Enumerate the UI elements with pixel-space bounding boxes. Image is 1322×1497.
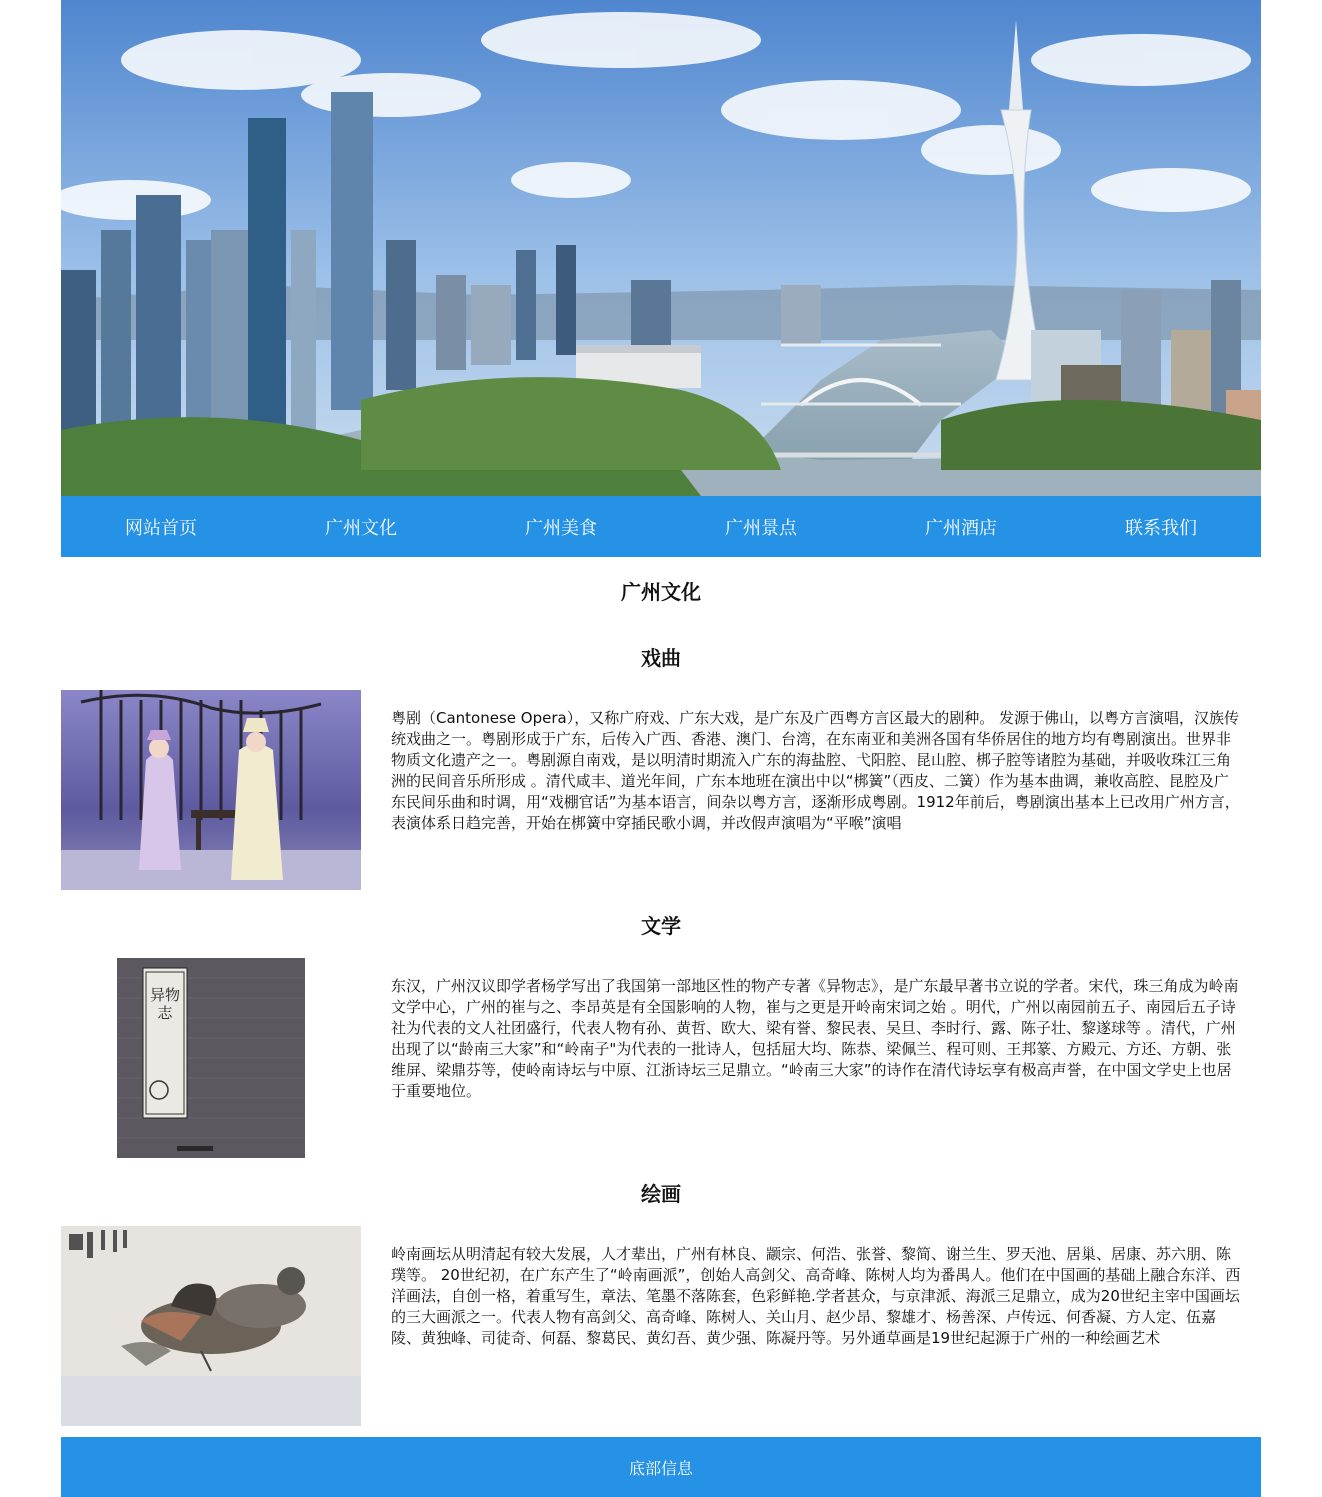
- section-body: [61, 958, 1261, 1158]
- nav-item-food[interactable]: 广州美食: [525, 517, 597, 539]
- page-wrapper: [61, 0, 1261, 1426]
- section-body: [61, 1226, 1261, 1426]
- section-text: 东汉，广州汉议即学者杨学写出了我国第一部地区性的物产专著《异物志》，是广东最早著书立说的学者。宋代，珠三角成为岭南文学中心，广州的崔与之、李昂英是有全国影响的人物，崔与之更是开岭南宋词之始 。明代，广州以南园前五子、南园后五子诗社为代表的文人社团盛行，代表人物有孙、黄哲、欧大、梁有誉、黎民表、吴旦、李时行、露、陈子壮、黎遂球等 。清代，广州出现了以“龄南三大家”和“岭南子"为代表的一批诗人，包括屈大均、陈恭、梁佩兰、程可则、王邦篆、方殿元、方还、方朝、张维屏、梁鼎芬等，使岭南诗坛与中原、江浙诗坛三足鼎立。“岭南三大家”的诗作在清代诗坛享有极高声誉，在中国文学史上也居于重要地位。: [391, 977, 1239, 1100]
- section-title: 戏曲: [641, 646, 681, 670]
- nav-item-home[interactable]: 网站首页: [125, 517, 197, 539]
- section-title: 绘画: [641, 1182, 681, 1206]
- nav-item-contact[interactable]: 联系我们: [1125, 517, 1197, 539]
- book-cover-title: 异物志: [149, 986, 180, 1022]
- book-cover-image: [117, 958, 305, 1158]
- footer: 底部信息: [61, 1437, 1261, 1497]
- section-opera: [61, 645, 1261, 890]
- section-text: 粤剧（Cantonese Opera），又称广府戏、广东大戏，是广东及广西粤方言区最大的剧种。 发源于佛山，以粤方言演唱，汉族传统戏曲之一。粤剧形成于广东，后传入广西、香港、澳门、台湾，在东南亚和美洲各国有华侨居住的地方均有粤剧演出。世界非物质文化遗产之一。粤剧源自南戏，是以明清时期流入广东的海盐腔、弋阳腔、昆山腔、梆子腔等诸腔为基础，并吸收珠江三角洲的民间音乐所形成 。清代咸丰、道光年间，广东本地班在演出中以“梆簧”（西皮、二簧）作为基本曲调，兼收高腔、昆腔及广东民间乐曲和时调，用“戏棚官话”为基本语言，间杂以粤方言，逐渐形成粤剧。1912年前后，粤剧演出基本上已改用广州方言，表演体系日趋完善，开始在梆簧中穿插民歌小调，并改假声演唱为“平喉”演唱: [391, 709, 1240, 832]
- page-title: 广州文化: [621, 580, 701, 604]
- city-skyline-illustration: [61, 0, 1261, 496]
- nav-item-hotels[interactable]: 广州酒店: [925, 517, 997, 539]
- nav-item-attractions[interactable]: 广州景点: [725, 517, 797, 539]
- painting-image: [61, 1226, 361, 1426]
- opera-image: [61, 690, 361, 890]
- section-body: [61, 690, 1261, 890]
- nav-item-culture[interactable]: 广州文化: [325, 517, 397, 539]
- section-painting: [61, 1181, 1261, 1426]
- section-text: 岭南画坛从明清起有较大发展，人才辈出，广州有林良、颛宗、何浩、张誉、黎简、谢兰生、罗天池、居巢、居康、苏六朋、陈璞等。 20世纪初，在广东产生了“岭南画派”，创始人高剑父、高奇峰、陈树人均为番禺人。他们在中国画的基础上融合东洋、西洋画法，自创一格，着重写生，章法、笔墨不落陈套，色彩鲜艳.学者甚众，与京津派、海派三足鼎立，成为20世纪主宰中国画坛的三大画派之一。代表人物有高剑父、高奇峰、陈树人、关山月、赵少昂、黎雄才、杨善深、卢传远、何香凝、方人定、伍嘉陵、黄独峰、司徒奇、何磊、黎葛民、黄幻吾、黄少强、陈凝丹等。另外通草画是19世纪起源于广州的一种绘画艺术: [391, 1245, 1241, 1347]
- hero-banner-image: [61, 0, 1261, 496]
- section-title: 文学: [641, 914, 681, 938]
- section-literature: [61, 913, 1261, 1158]
- main-nav: [61, 496, 1261, 557]
